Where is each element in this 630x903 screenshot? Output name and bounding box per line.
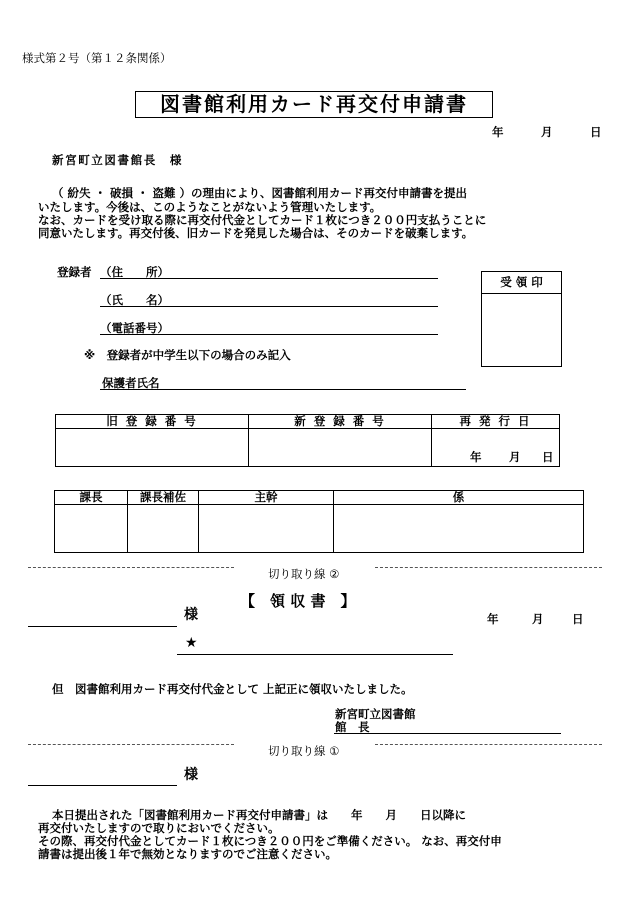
new-number-cell[interactable]	[249, 429, 432, 467]
phone-label: （電話番号）	[100, 321, 169, 335]
body-line-2: いたします。今後は、このようなことがないよう管理いたします。	[38, 200, 382, 214]
new-number-header: 新 登 録 番 号	[249, 415, 432, 429]
old-number-header: 旧 登 録 番 号	[56, 415, 249, 429]
section-chief-header: 課長	[55, 491, 128, 505]
cut-line-1-left	[28, 744, 234, 745]
form-number: 様式第２号（第１２条関係）	[22, 51, 172, 65]
cut-line-2-left	[28, 567, 234, 568]
body-line-4: 同意いたします。再交付後、旧カードを発見した場合は、そのカードを破棄します。	[38, 226, 474, 240]
addressee: 新宮町立図書館長 様	[52, 153, 183, 167]
name-label: （氏 名）	[100, 293, 169, 307]
receipt-amount-field[interactable]	[177, 654, 453, 655]
assistant-chief-header: 課長補佐	[128, 491, 199, 505]
receipt-month-label: 月	[532, 612, 544, 626]
address-label: （住 所）	[100, 265, 169, 279]
receipt-star-icon: ★	[185, 635, 198, 651]
date-year-label: 年	[492, 125, 504, 139]
stamp-box-label: 受 領 印	[482, 272, 561, 294]
receipt-issuer-underline	[334, 733, 561, 734]
card-number-table	[55, 414, 560, 467]
notice-sama-label: 様	[184, 767, 198, 783]
reissue-date-cell[interactable]	[432, 429, 560, 467]
receipt-issuer-library: 新宮町立図書館	[335, 707, 416, 721]
date-month-label: 月	[541, 125, 553, 139]
cut-line-1-label: 切り取り線 ①	[268, 744, 340, 758]
cut-line-2-right	[375, 567, 602, 568]
notice-line-1: 本日提出された「図書館利用カード再交付申請書」は 年 月 日以降に	[52, 808, 466, 822]
receipt-title: 【 領 収 書 】	[240, 592, 356, 610]
minor-note: ※ 登録者が中学生以下の場合のみ記入	[84, 348, 291, 362]
staff-stamp-cell[interactable]	[334, 505, 584, 553]
stamp-box	[481, 271, 562, 367]
supervisor-header: 主幹	[199, 491, 334, 505]
registrant-label: 登録者	[57, 265, 92, 279]
approval-table	[54, 490, 584, 553]
receipt-sama-label: 様	[184, 607, 198, 623]
receipt-year-label: 年	[487, 612, 499, 626]
receipt-text: 但 図書館利用カード再交付代金として 上記正に領収いたしました。	[52, 682, 413, 696]
notice-line-4: 請書は提出後１年で無効となりますのでご注意ください。	[38, 847, 337, 861]
phone-field[interactable]	[100, 334, 438, 335]
receipt-recipient-field[interactable]	[28, 626, 177, 627]
old-number-cell[interactable]	[56, 429, 249, 467]
name-field[interactable]	[100, 306, 438, 307]
reissue-date-header: 再 発 行 日	[432, 415, 560, 429]
address-field[interactable]	[100, 278, 438, 279]
receipt-day-label: 日	[572, 612, 584, 626]
notice-recipient-field[interactable]	[28, 785, 177, 786]
assistant-chief-stamp-cell[interactable]	[128, 505, 199, 553]
cut-line-2-label: 切り取り線 ②	[268, 567, 340, 581]
notice-line-2: 再交付いたしますので取りにおいでください。	[38, 821, 280, 835]
page-title: 図書館利用カード再交付申請書	[135, 91, 493, 118]
notice-line-3: その際、再交付代金としてカード１枚につき２００円をご準備ください。 なお、再交付申	[38, 834, 502, 848]
cut-line-1-right	[375, 744, 602, 745]
receipt-issuer-director: 館 長	[335, 720, 370, 734]
body-line-1: （ 紛失 ・ 破損 ・ 盗難 ）の理由により、図書館利用カード再交付申請書を提出	[52, 186, 468, 200]
reissue-year-label: 年	[470, 450, 482, 464]
staff-header: 係	[334, 491, 584, 505]
date-day-label: 日	[590, 125, 602, 139]
guardian-field[interactable]	[100, 389, 466, 390]
supervisor-stamp-cell[interactable]	[199, 505, 334, 553]
reissue-month-label: 月	[509, 450, 521, 464]
section-chief-stamp-cell[interactable]	[55, 505, 128, 553]
body-line-3: なお、カードを受け取る際に再交付代金としてカード１枚につき２００円支払うことに	[38, 213, 487, 227]
reissue-day-label: 日	[542, 450, 554, 464]
guardian-label: 保護者氏名	[102, 376, 160, 390]
